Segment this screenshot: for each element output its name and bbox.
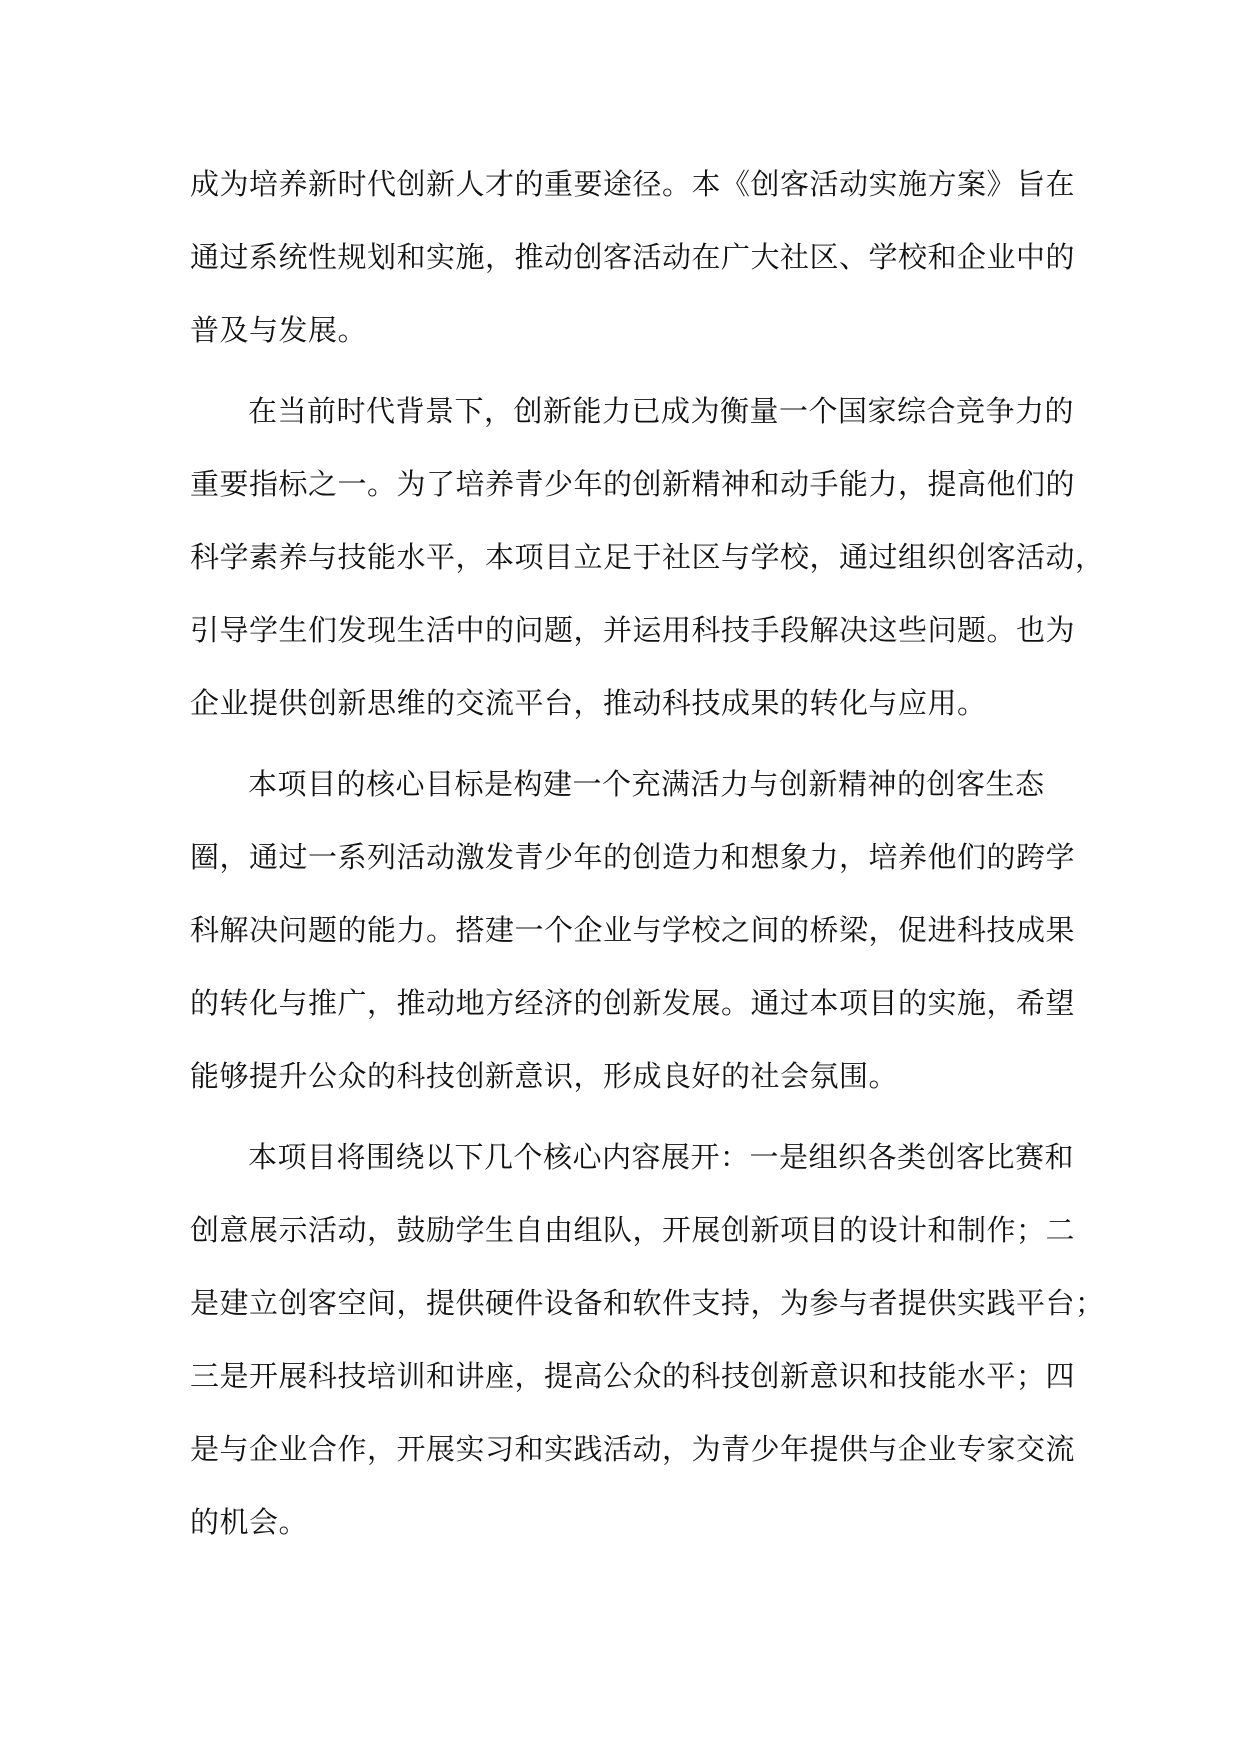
paragraph-line: 的转化与推广，推动地方经济的创新发展。通过本项目的实施，希望 <box>190 986 1076 1020</box>
paragraph-line: 重要指标之一。为了培养青少年的创新精神和动手能力，提高他们的 <box>190 467 1076 501</box>
paragraph-line: 是建立创客空间，提供硬件设备和软件支持，为参与者提供实践平台； <box>190 1286 1105 1320</box>
paragraph-line: 三是开展科技培训和讲座，提高公众的科技创新意识和技能水平；四 <box>190 1359 1076 1393</box>
paragraph-line: 科学素养与技能水平，本项目立足于社区与学校，通过组织创客活动， <box>190 540 1105 574</box>
paragraph-1 <box>190 148 1076 367</box>
paragraph-line: 成为培养新时代创新人才的重要途径。本《创客活动实施方案》旨在 <box>190 167 1076 201</box>
paragraph-line: 是与企业合作，开展实习和实践活动，为青少年提供与企业专家交流 <box>190 1432 1076 1466</box>
paragraph-line: 企业提供创新思维的交流平台，推动科技成果的转化与应用。 <box>190 686 987 720</box>
paragraph-line: 的机会。 <box>190 1505 309 1539</box>
paragraph-line: 在当前时代背景下，创新能力已成为衡量一个国家综合竞争力的 <box>248 394 1075 428</box>
paragraph-line: 普及与发展。 <box>190 313 368 347</box>
paragraph-line: 本项目的核心目标是构建一个充满活力与创新精神的创客生态 <box>248 767 1045 801</box>
paragraph-3 <box>190 748 1076 1113</box>
paragraph-line: 圈，通过一系列活动激发青少年的创造力和想象力，培养他们的跨学 <box>190 840 1076 874</box>
paragraph-line: 本项目将围绕以下几个核心内容展开：一是组织各类创客比赛和 <box>248 1140 1075 1174</box>
paragraph-2 <box>190 375 1105 740</box>
paragraph-line: 能够提升公众的科技创新意识，形成良好的社会氛围。 <box>190 1059 899 1093</box>
paragraph-line: 创意展示活动，鼓励学生自由组队，开展创新项目的设计和制作；二 <box>190 1213 1076 1247</box>
paragraph-line: 科解决问题的能力。搭建一个企业与学校之间的桥梁，促进科技成果 <box>190 913 1076 947</box>
paragraph-line: 引导学生们发现生活中的问题，并运用科技手段解决这些问题。也为 <box>190 613 1076 647</box>
paragraph-4 <box>190 1121 1105 1559</box>
document-body <box>190 148 1105 1559</box>
paragraph-line: 通过系统性规划和实施，推动创客活动在广大社区、学校和企业中的 <box>190 240 1076 274</box>
